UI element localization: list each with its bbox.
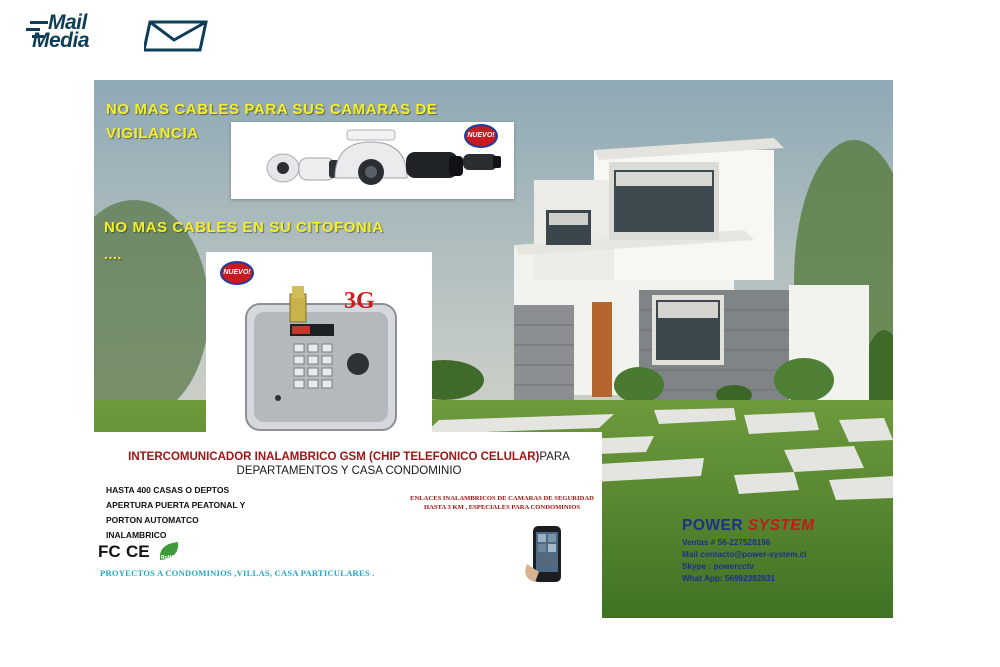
rohs-leaf-icon xyxy=(160,542,178,561)
feature-item: HASTA 400 CASAS O DEPTOS xyxy=(106,485,230,495)
feature-item: INALAMBRICO xyxy=(106,530,167,540)
nuevo-badge-cameras: NUEVO! xyxy=(464,124,498,148)
logo-text xyxy=(26,11,90,52)
headline-dots: .... xyxy=(104,246,122,262)
envelope-icon xyxy=(144,20,208,52)
brand-part2: SYSTEM xyxy=(747,517,815,534)
brand-part1: POWER xyxy=(682,517,744,534)
headline-citofonia: NO MAS CABLES EN SU CITOFONIA xyxy=(104,219,384,236)
intercom-3g-label: 3G xyxy=(344,288,375,314)
rohs-mark: RoHS xyxy=(161,555,175,561)
fc-mark: FC xyxy=(98,542,121,561)
contact-sales-phone: Ventas # 56-227528196 xyxy=(682,538,771,547)
mail-media-logo[interactable] xyxy=(26,11,211,56)
wireless-links-text: ENLACES INALAMBRICOS DE CAMARAS DE SEGURIDAD HASTA 3 KM , ESPECIALES PARA CONDOMINIOS xyxy=(410,495,594,511)
logo-line1: Mail xyxy=(48,11,87,34)
feature-item: APERTURA PUERTA PEATONAL Y xyxy=(106,500,246,510)
projects-text: PROYECTOS A CONDOMINIOS ,VILLAS, CASA PARTICULARES . xyxy=(100,568,375,578)
logo-line2: Media xyxy=(32,29,90,52)
contact-email: Mail contacto@power-system.cl xyxy=(682,550,807,559)
contact-skype: Skype : powercctv xyxy=(682,562,754,571)
smartphone-image xyxy=(521,524,573,584)
contact-whatsapp: What App: 56992382831 xyxy=(682,574,775,583)
ce-mark: CE xyxy=(126,542,150,561)
product-title xyxy=(104,450,594,478)
brand-name xyxy=(682,517,815,535)
advertisement-poster xyxy=(94,80,893,618)
product-title-rest: PARA DEPARTAMENTOS Y CASA CONDOMINIO xyxy=(236,451,570,477)
feature-item: PORTON AUTOMATCO xyxy=(106,515,199,525)
nuevo-badge-intercom: NUEVO! xyxy=(220,261,254,285)
product-title-highlight: INTERCOMUNICADOR INALAMBRICO GSM (CHIP TELEFONICO CELULAR) xyxy=(128,451,540,463)
headline-cameras: NO MAS CABLES PARA SUS CAMARAS DE VIGILANCIA xyxy=(106,101,438,142)
certification-logos xyxy=(98,540,188,562)
